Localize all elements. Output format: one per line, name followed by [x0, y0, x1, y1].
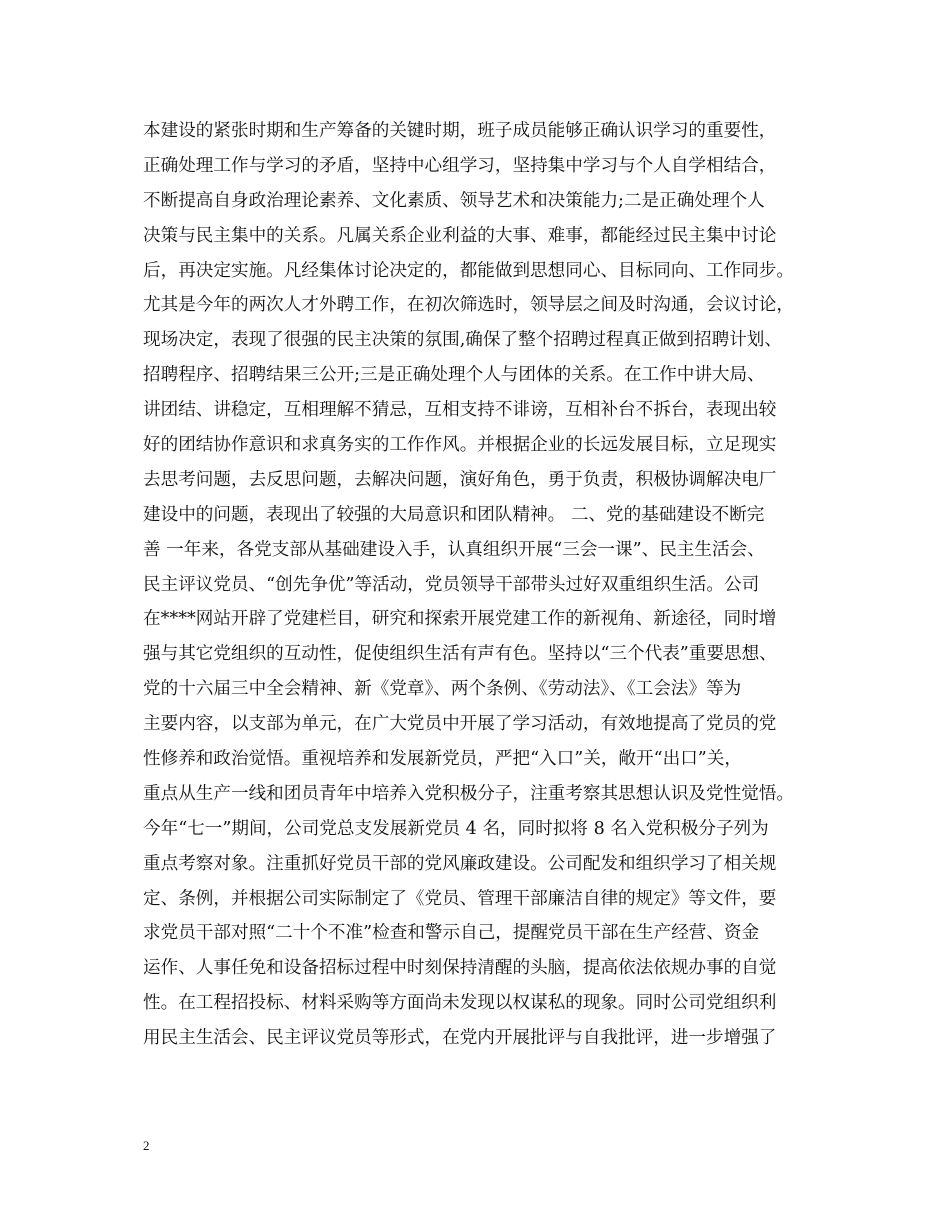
text-line: 招聘程序、招聘结果三公开;三是正确处理个人与团体的关系。在工作中讲大局、 [143, 365, 765, 386]
text-line: 民主评议党员、“创先争优”等活动，党员领导干部带头过好双重组织生活。公司 [143, 574, 760, 595]
text-line: 不断提高自身政治理论素养、文化素质、领导艺术和决策能力;二是正确处理个人 [143, 190, 765, 211]
text-line: 主要内容，以支部为单元，在广大党员中开展了学习活动，有效地提高了党员的党 [143, 714, 777, 735]
text-line: 决策与民主集中的关系。凡属关系企业利益的大事、难事，都能经过民主集中讨论 [143, 225, 777, 246]
text-line: 尤其是今年的两次人才外聘工作，在初次筛选时，领导层之间及时沟通，会议讨论， [143, 295, 794, 316]
page-number: 2 [143, 1138, 150, 1153]
text-line: 讲团结、讲稳定，互相理解不猜忌，互相支持不诽谤，互相补台不拆台，表现出较 [143, 400, 777, 421]
text-line: 运作、人事任免和设备招标过程中时刻保持清醒的头脑，提高依法依规办事的自觉 [143, 958, 777, 979]
text-line: 在****网站开辟了党建栏目，研究和探索开展党建工作的新视角、新途径，同时增 [143, 609, 777, 630]
text-line: 强与其它党组织的互动性，促使组织生活有声有色。坚持以“三个代表”重要思想、 [143, 644, 777, 665]
text-line: 重点考察对象。注重抓好党员干部的党风廉政建设。公司配发和组织学习了相关规 [143, 853, 777, 874]
text-line: 性。在工程招投标、材料采购等方面尚未发现以权谋私的现象。同时公司党组织利 [143, 993, 777, 1014]
text-line: 用民主生活会、民主评议党员等形式，在党内开展批评与自我批评，进一步增强了 [143, 1028, 777, 1049]
body-text [143, 114, 843, 1056]
text-line: 现场决定，表现了很强的民主决策的氛围,确保了整个招聘过程真正做到招聘计划、 [143, 330, 782, 351]
text-line: 去思考问题，去反思问题，去解决问题，演好角色，勇于负责，积极协调解决电厂 [143, 469, 777, 490]
text-line: 建设中的问题，表现出了较强的大局意识和团队精神。 二、党的基础建设不断完 [143, 504, 765, 525]
text-line: 善 一年来，各党支部从基础建设入手，认真组织开展“三会一课”、民主生活会、 [143, 539, 765, 560]
text-line: 正确处理工作与学习的矛盾，坚持中心组学习，坚持集中学习与个人自学相结合， [143, 155, 777, 176]
text-line: 求党员干部对照“二十个不准”检查和警示自己，提醒党员干部在生产经营、资金 [143, 923, 760, 944]
text-line: 后，再决定实施。凡经集体讨论决定的，都能做到思想同心、目标同向、工作同步。 [143, 260, 794, 281]
text-line: 本建设的紧张时期和生产筹备的关键时期，班子成员能够正确认识学习的重要性， [143, 121, 777, 141]
text-line: 重点从生产一线和团员青年中培养入党积极分子，注重考察其思想认识及党性觉悟。 [143, 783, 794, 804]
text-line: 性修养和政治觉悟。重视培养和发展新党员，严把“入口”关，敞开“出口”关， [143, 749, 742, 770]
text-line: 党的十六届三中全会精神、新《党章》、两个条例、《劳动法》、《工会法》等为 [143, 679, 742, 700]
text-line: 好的团结协作意识和求真务实的工作作风。并根据企业的长远发展目标，立足现实 [143, 435, 777, 456]
text-line: 今年“七一”期间，公司党总支发展新党员 4 名，同时拟将 8 名入党积极分子列为 [143, 818, 769, 839]
text-line: 定、条例，并根据公司实际制定了《党员、管理干部廉洁自律的规定》等文件，要 [143, 888, 777, 909]
